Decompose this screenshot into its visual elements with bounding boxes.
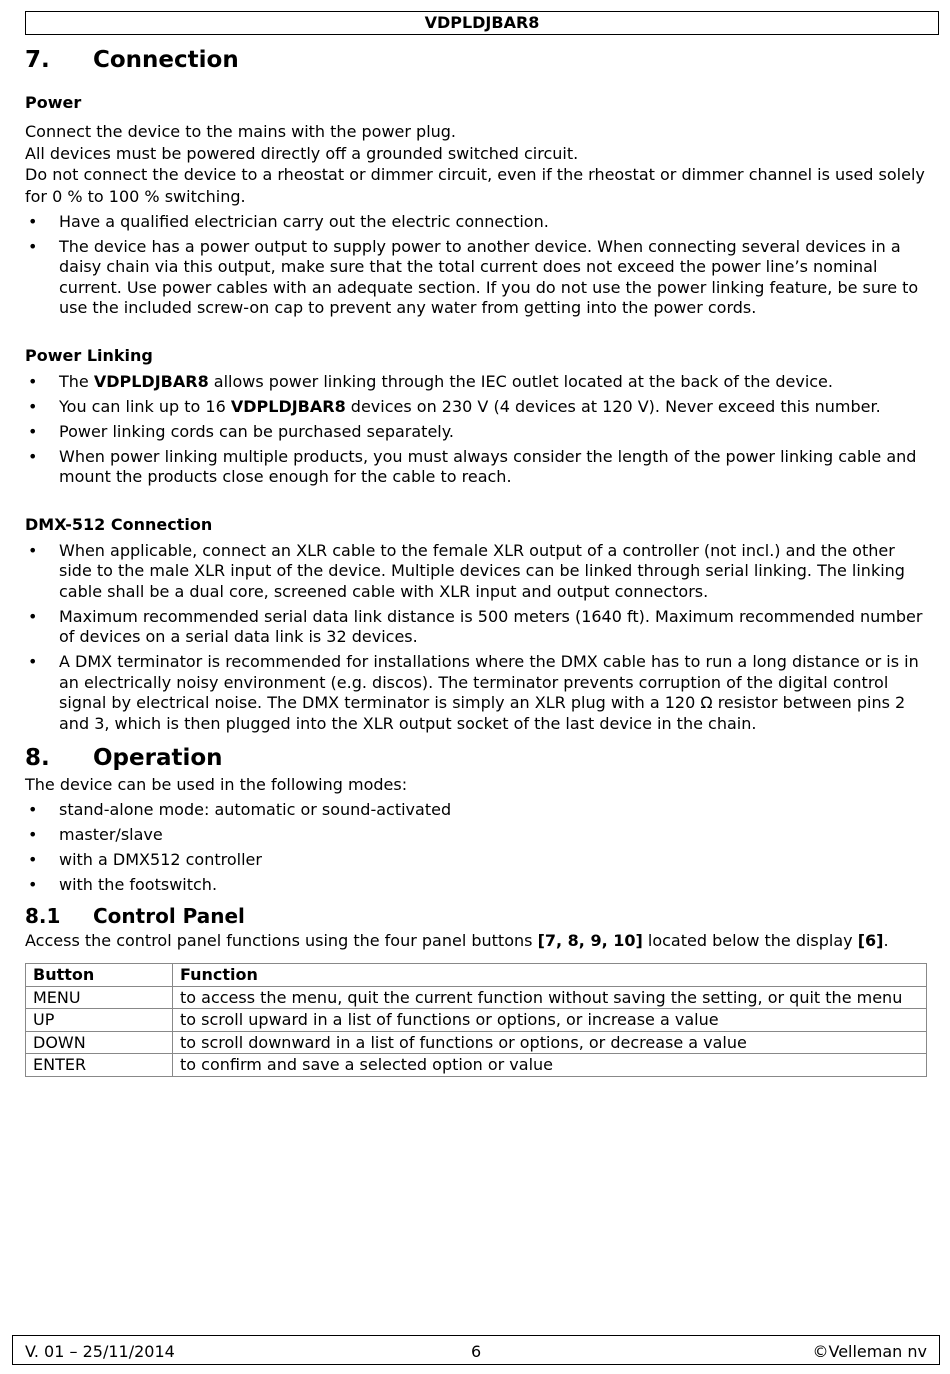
control-panel-text	[25, 930, 930, 952]
subsection-number: 8.1	[25, 903, 61, 928]
header-model: VDPLDJBAR8	[424, 13, 540, 32]
bullet-icon: •	[28, 800, 38, 819]
paragraph: Connect the device to the mains with the power plug.	[25, 122, 457, 141]
table-cell-function: to access the menu, quit the current function without saving the setting, or quit the menu	[173, 986, 927, 1009]
bullet-icon: •	[28, 540, 38, 560]
model-name: VDPLDJBAR8	[93, 371, 209, 391]
linking-bullets	[25, 372, 930, 488]
page-footer	[12, 1335, 940, 1365]
list-item-text: master/slave	[59, 825, 163, 844]
table-row	[26, 986, 927, 1009]
page-content	[25, 44, 930, 1077]
table-header-function: Function	[173, 964, 927, 987]
list-item-text: When applicable, connect an XLR cable to the female XLR output of a controller (not incl.) and the other side to the male XLR input of the device. Multiple devices can be linked through serial linking. The linking cable shall be a dual core, screened cable with XLR input and output connectors.	[59, 540, 905, 601]
table-cell-function: to scroll upward in a list of functions or options, or increase a value	[173, 1009, 927, 1032]
model-name: VDPLDJBAR8	[230, 396, 346, 416]
list-item	[25, 422, 930, 443]
subsection-title: Control Panel	[93, 903, 245, 928]
section-heading-operation	[25, 742, 930, 774]
bullet-icon: •	[28, 446, 38, 466]
table-header-row	[26, 964, 927, 987]
list-item	[25, 237, 930, 319]
table-cell-button: ENTER	[26, 1054, 173, 1077]
text-run: Access the control panel functions using the four panel buttons	[25, 930, 538, 950]
table-row	[26, 1031, 927, 1054]
subheading-power: Power	[25, 93, 82, 112]
page-header	[25, 11, 939, 35]
section-title: Operation	[93, 745, 223, 771]
button-refs: [7, 8, 9, 10]	[537, 930, 643, 950]
paragraph: Do not connect the device to a rheostat or dimmer circuit, even if the rheostat or dimmer channel is used solely for 0 % to 100 % switching.	[25, 165, 925, 206]
bullet-icon: •	[28, 396, 38, 416]
list-item-text: Maximum recommended serial data link distance is 500 meters (1640 ft). Maximum recommended number of devices on a serial data link is 32 devices.	[59, 606, 923, 646]
power-paragraphs	[25, 121, 930, 207]
table-cell-function: to scroll downward in a list of functions or options, or decrease a value	[173, 1031, 927, 1054]
list-item-text: You can link up to 16	[59, 396, 231, 416]
list-item	[25, 825, 930, 846]
bullet-icon: •	[28, 606, 38, 626]
list-item-text: with the footswitch.	[59, 875, 218, 894]
list-item	[25, 541, 930, 603]
display-ref: [6]	[857, 930, 884, 950]
bullet-icon: •	[28, 875, 38, 894]
table-header-button: Button	[26, 964, 173, 987]
bullet-icon: •	[28, 236, 38, 256]
bullet-icon: •	[28, 421, 38, 441]
list-item-text: Have a qualified electrician carry out the electric connection.	[59, 211, 549, 231]
list-item-text: with a DMX512 controller	[59, 850, 262, 869]
footer-version: V. 01 – 25/11/2014	[25, 1342, 175, 1361]
list-item-text: When power linking multiple products, you must always consider the length of the power linking cable and mount the products close enough for the cable to reach.	[59, 446, 917, 486]
footer-page-number: 6	[471, 1342, 482, 1361]
list-item	[25, 397, 930, 418]
list-item	[25, 875, 930, 896]
list-item	[25, 652, 930, 734]
list-item-text: The device has a power output to supply power to another device. When connecting several devices in a daisy chain via this output, make sure that the total current does not exceed the power line’s nominal current. Use power cables with an adequate section. If you do not use the power linking feature, be sure to use the included screw-on cap to prevent any water from getting into the power cords.	[59, 236, 919, 317]
list-item-text: A DMX terminator is recommended for installations where the DMX cable has to run a long distance or is in an electrically noisy environment (e.g. discos). The terminator prevents corruption of the digital control signal by electrical noise. The DMX terminator is simply an XLR plug with a 120 Ω resistor between pins 2 and 3, which is then plugged into the XLR output socket of the last device in the chain.	[59, 652, 919, 733]
subheading-power-linking: Power Linking	[25, 345, 153, 365]
list-item-text: devices on 230 V (4 devices at 120 V). Never exceed this number.	[345, 396, 881, 416]
table-row	[26, 1009, 927, 1032]
section-heading-connection	[25, 44, 930, 76]
power-bullets	[25, 212, 930, 319]
footer-copyright: ©Velleman nv	[812, 1342, 927, 1361]
operation-modes	[25, 800, 930, 896]
dmx-bullets	[25, 541, 930, 735]
paragraph: All devices must be powered directly off a grounded switched circuit.	[25, 143, 579, 163]
subheading-dmx: DMX-512 Connection	[25, 514, 213, 534]
table-cell-button: MENU	[26, 986, 173, 1009]
list-item	[25, 607, 930, 648]
list-item-text: Power linking cords can be purchased separately.	[59, 421, 455, 441]
list-item-text: The	[59, 371, 94, 391]
table-cell-button: DOWN	[26, 1031, 173, 1054]
section-number: 8.	[25, 745, 50, 771]
bullet-icon: •	[28, 850, 38, 869]
section-number: 7.	[25, 47, 50, 73]
table-cell-button: UP	[26, 1009, 173, 1032]
list-item-text: allows power linking through the IEC outlet located at the back of the device.	[208, 371, 833, 391]
list-item	[25, 447, 930, 488]
control-panel-table	[25, 963, 927, 1077]
list-item	[25, 850, 930, 871]
bullet-icon: •	[28, 825, 38, 844]
list-item	[25, 372, 930, 393]
subsection-heading-control-panel	[25, 902, 930, 930]
list-item	[25, 800, 930, 821]
list-item	[25, 212, 930, 233]
bullet-icon: •	[28, 211, 38, 231]
section-title: Connection	[93, 47, 239, 73]
bullet-icon: •	[28, 371, 38, 391]
operation-intro: The device can be used in the following modes:	[25, 775, 408, 794]
bullet-icon: •	[28, 652, 38, 671]
list-item-text: stand-alone mode: automatic or sound-activated	[59, 800, 452, 819]
text-run: located below the display	[642, 930, 858, 950]
table-row	[26, 1054, 927, 1077]
text-run: .	[883, 930, 889, 950]
table-cell-function: to confirm and save a selected option or value	[173, 1054, 927, 1077]
